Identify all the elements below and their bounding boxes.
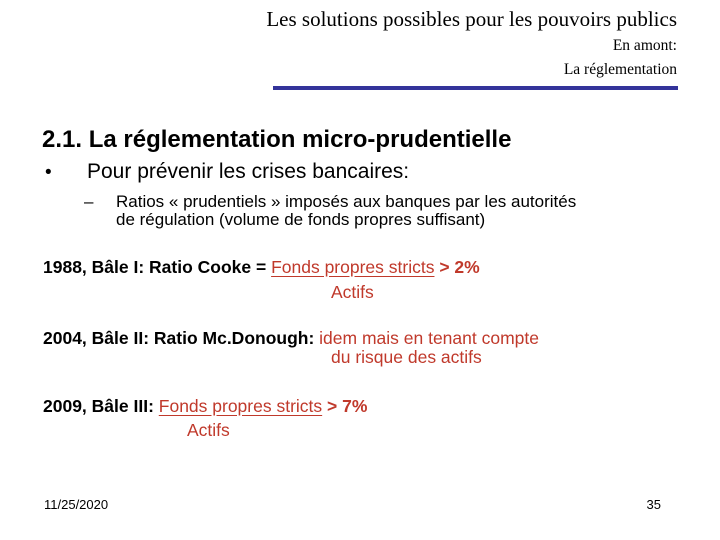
formula-3-comparison: > 7%	[322, 396, 368, 416]
footer-page-number: 35	[646, 497, 661, 512]
header-divider	[273, 86, 678, 90]
bullet-marker: •	[45, 162, 52, 183]
section-heading: 2.1. La réglementation micro-prudentielle	[42, 126, 512, 153]
sub-bullet-text-line-1: Ratios « prudentiels » imposés aux banques par les autorités	[116, 192, 577, 211]
formula-2-prefix: 2004, Bâle II: Ratio Mc.Donough:	[43, 328, 320, 348]
sub-bullet-text-line-2: de régulation (volume de fonds propres suffisant)	[116, 210, 486, 229]
slide-header-subtitle-2: La réglementation	[563, 61, 677, 78]
formula-2-text-2: du risque des actifs	[331, 347, 482, 367]
formula-1-denominator: Actifs	[331, 282, 374, 302]
formula-1-line	[43, 256, 480, 278]
sub-bullet-marker: –	[84, 192, 94, 211]
formula-1-comparison: > 2%	[434, 257, 480, 277]
formula-3-prefix: 2009, Bâle III:	[43, 396, 159, 416]
formula-3-denominator: Actifs	[187, 420, 230, 440]
formula-1-prefix: 1988, Bâle I: Ratio Cooke =	[43, 257, 272, 277]
formula-1-numerator: Fonds propres stricts	[271, 257, 435, 277]
formula-3-line	[43, 395, 367, 417]
footer-date: 11/25/2020	[44, 497, 109, 512]
slide-header-subtitle-1: En amont:	[612, 37, 677, 54]
formula-3-numerator: Fonds propres stricts	[158, 396, 323, 416]
slide-header-title: Les solutions possibles pour les pouvoirs publics	[266, 7, 677, 31]
formula-2-text-1: idem mais en tenant compte	[319, 328, 539, 348]
bullet-text: Pour prévenir les crises bancaires:	[87, 160, 410, 183]
